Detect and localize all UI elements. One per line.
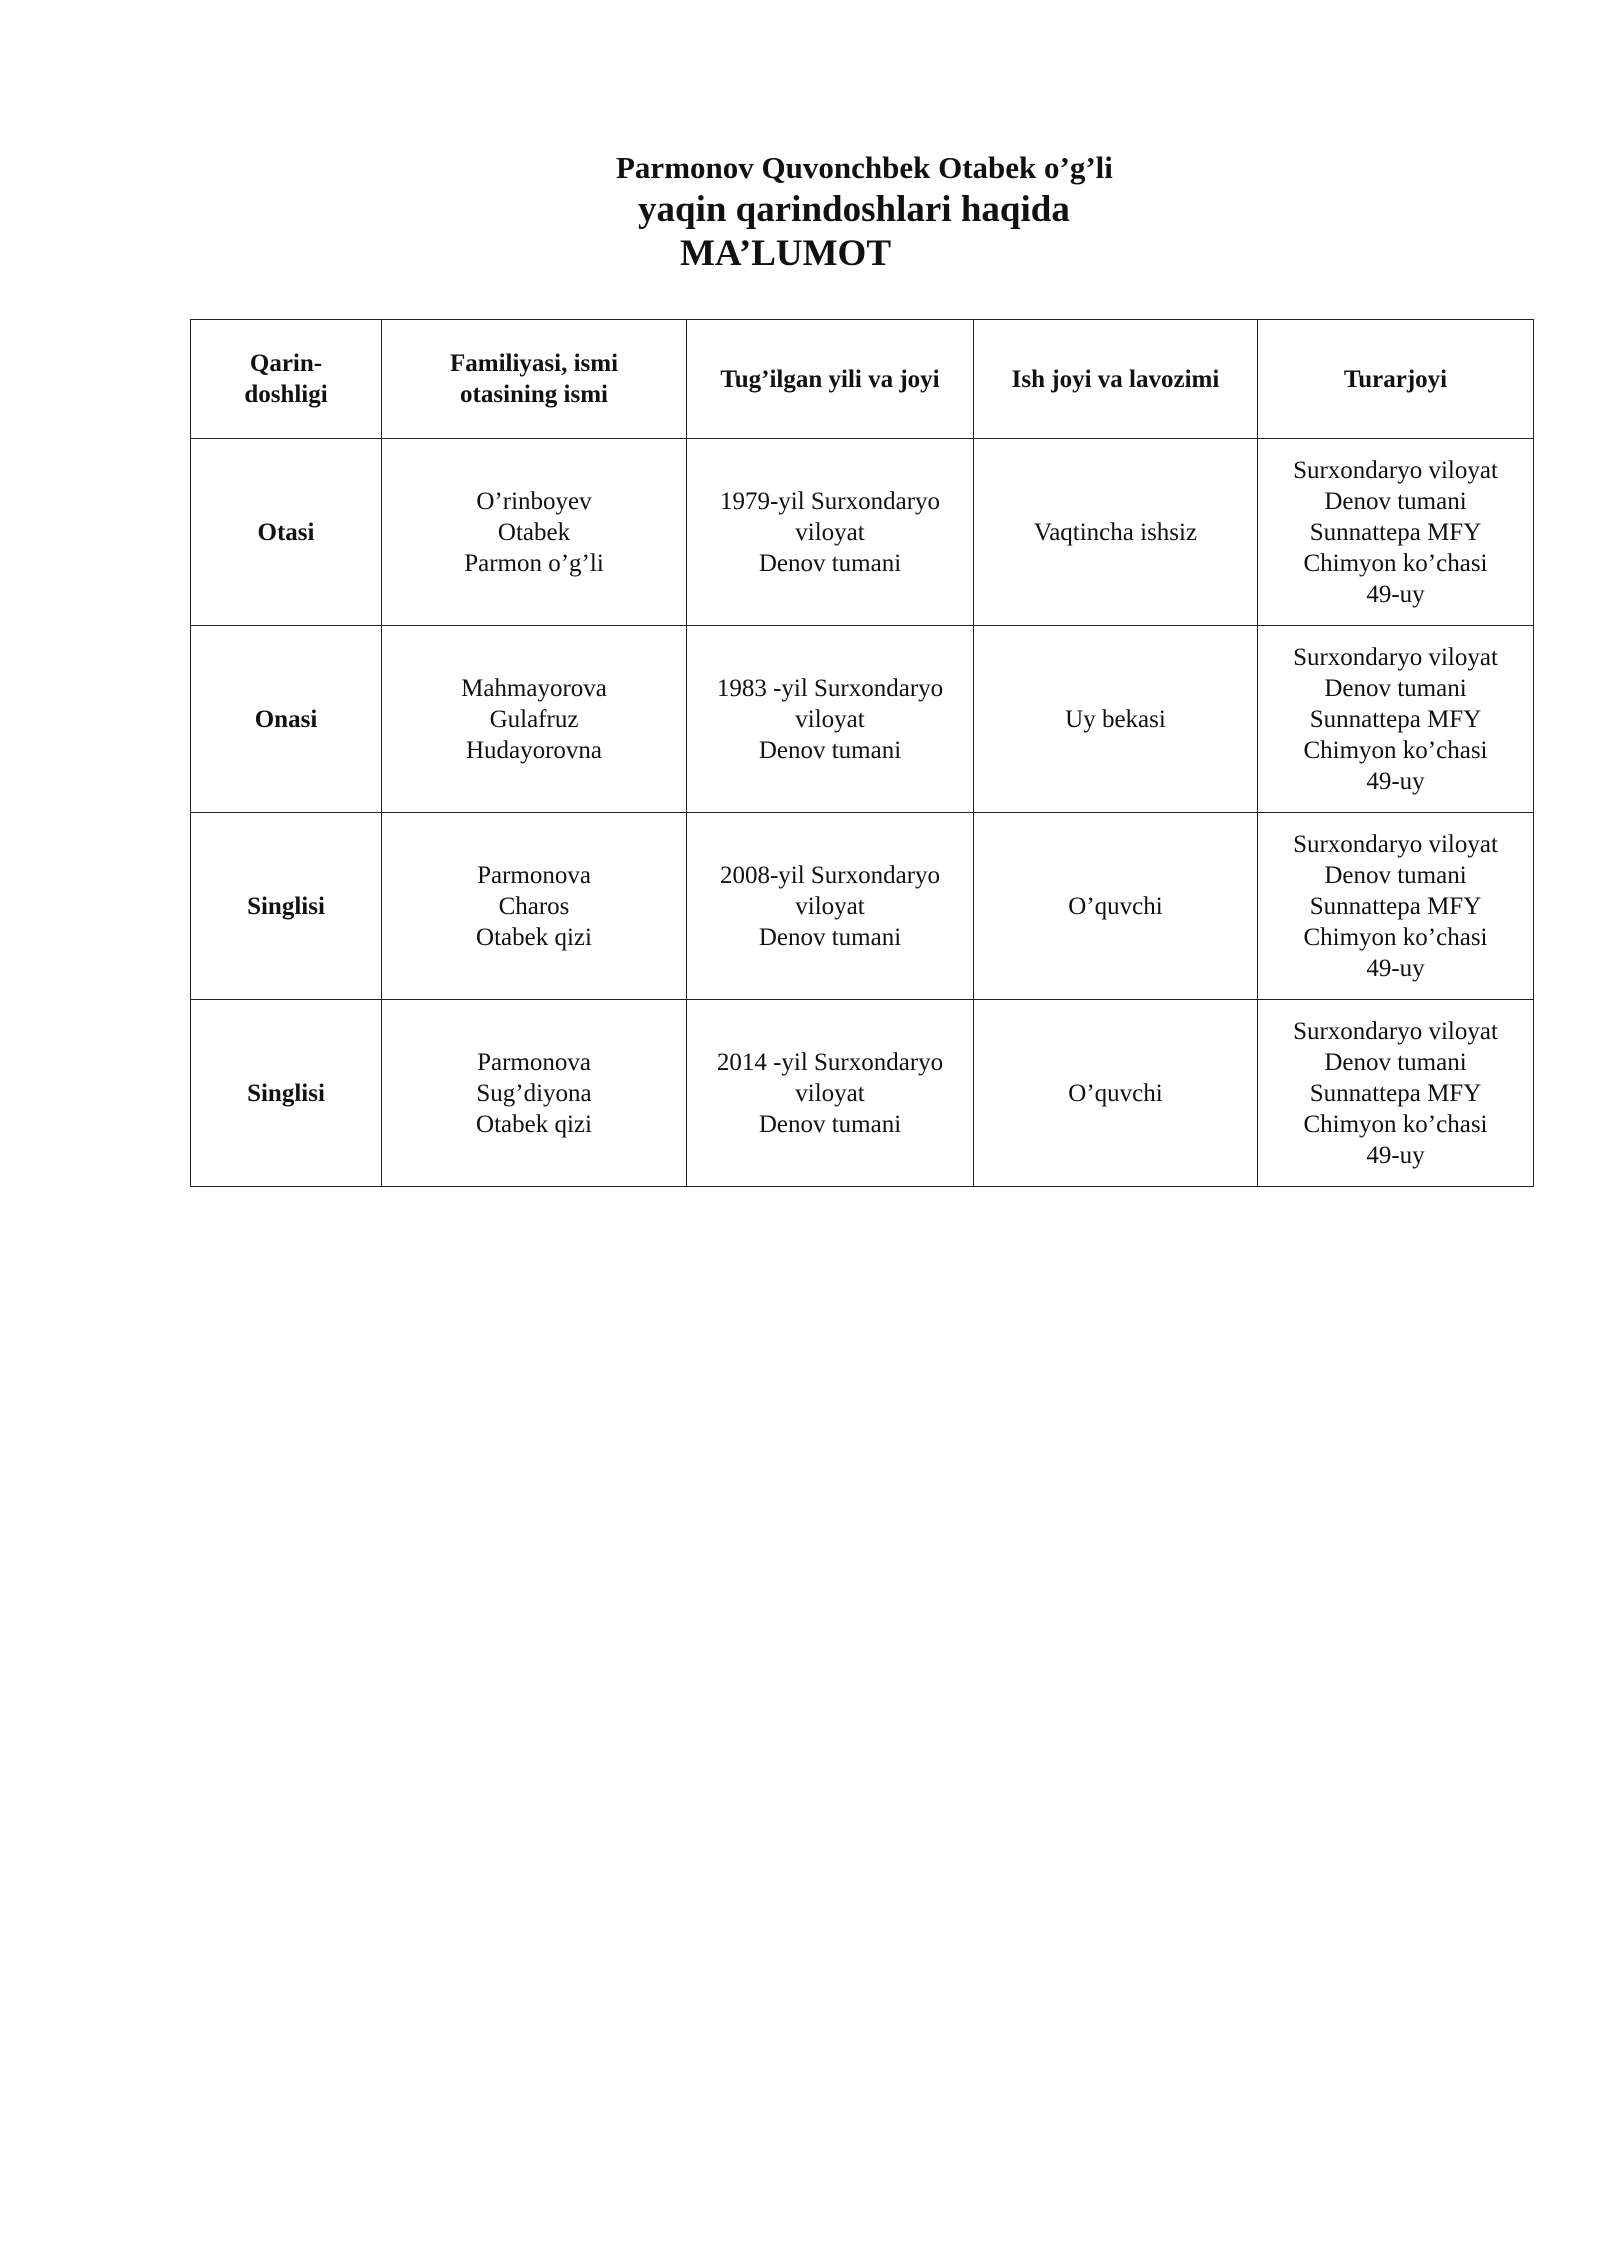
birth-cell: 2014 -yil Surxondaryo viloyat Denov tumani bbox=[687, 1000, 974, 1187]
work-cell: O’quvchi bbox=[974, 1000, 1258, 1187]
table-row bbox=[191, 813, 1534, 1000]
birth-cell: 2008-yil Surxondaryo viloyat Denov tumani bbox=[687, 813, 974, 1000]
work-cell: O’quvchi bbox=[974, 813, 1258, 1000]
header-full-name: Familiyasi, ismi otasining ismi bbox=[382, 320, 687, 439]
work-cell: Uy bekasi bbox=[974, 626, 1258, 813]
header-work: Ish joyi va lavozimi bbox=[974, 320, 1258, 439]
relation-cell: Singlisi bbox=[191, 1000, 382, 1187]
name-cell: Parmonova Charos Otabek qizi bbox=[382, 813, 687, 1000]
relation-cell: Otasi bbox=[191, 439, 382, 626]
relation-cell: Singlisi bbox=[191, 813, 382, 1000]
relation-cell: Onasi bbox=[191, 626, 382, 813]
residence-cell: Surxondaryo viloyat Denov tumani Sunnattepa MFY Chimyon ko’chasi 49-uy bbox=[1258, 1000, 1534, 1187]
name-cell: O’rinboyev Otabek Parmon o’g’li bbox=[382, 439, 687, 626]
residence-cell: Surxondaryo viloyat Denov tumani Sunnattepa MFY Chimyon ko’chasi 49-uy bbox=[1258, 813, 1534, 1000]
birth-cell: 1983 -yil Surxondaryo viloyat Denov tumani bbox=[687, 626, 974, 813]
document-title-person: Parmonov Quvonchbek Otabek o’g’li bbox=[616, 150, 1113, 185]
residence-cell: Surxondaryo viloyat Denov tumani Sunnattepa MFY Chimyon ko’chasi 49-uy bbox=[1258, 626, 1534, 813]
header-relation: Qarin- doshligi bbox=[191, 320, 382, 439]
work-cell: Vaqtincha ishsiz bbox=[974, 439, 1258, 626]
table-row bbox=[191, 626, 1534, 813]
table-row bbox=[191, 439, 1534, 626]
relatives-table bbox=[190, 319, 1534, 1187]
residence-cell: Surxondaryo viloyat Denov tumani Sunnattepa MFY Chimyon ko’chasi 49-uy bbox=[1258, 439, 1534, 626]
table-header-row bbox=[191, 320, 1534, 439]
document-title-subject: yaqin qarindoshlari haqida bbox=[638, 189, 1070, 230]
header-birth: Tug’ilgan yili va joyi bbox=[687, 320, 974, 439]
table-row bbox=[191, 1000, 1534, 1187]
birth-cell: 1979-yil Surxondaryo viloyat Denov tumani bbox=[687, 439, 974, 626]
header-residence: Turarjoyi bbox=[1258, 320, 1534, 439]
name-cell: Mahmayorova Gulafruz Hudayorovna bbox=[382, 626, 687, 813]
name-cell: Parmonova Sug’diyona Otabek qizi bbox=[382, 1000, 687, 1187]
document-title-heading: MA’LUMOT bbox=[680, 233, 891, 274]
